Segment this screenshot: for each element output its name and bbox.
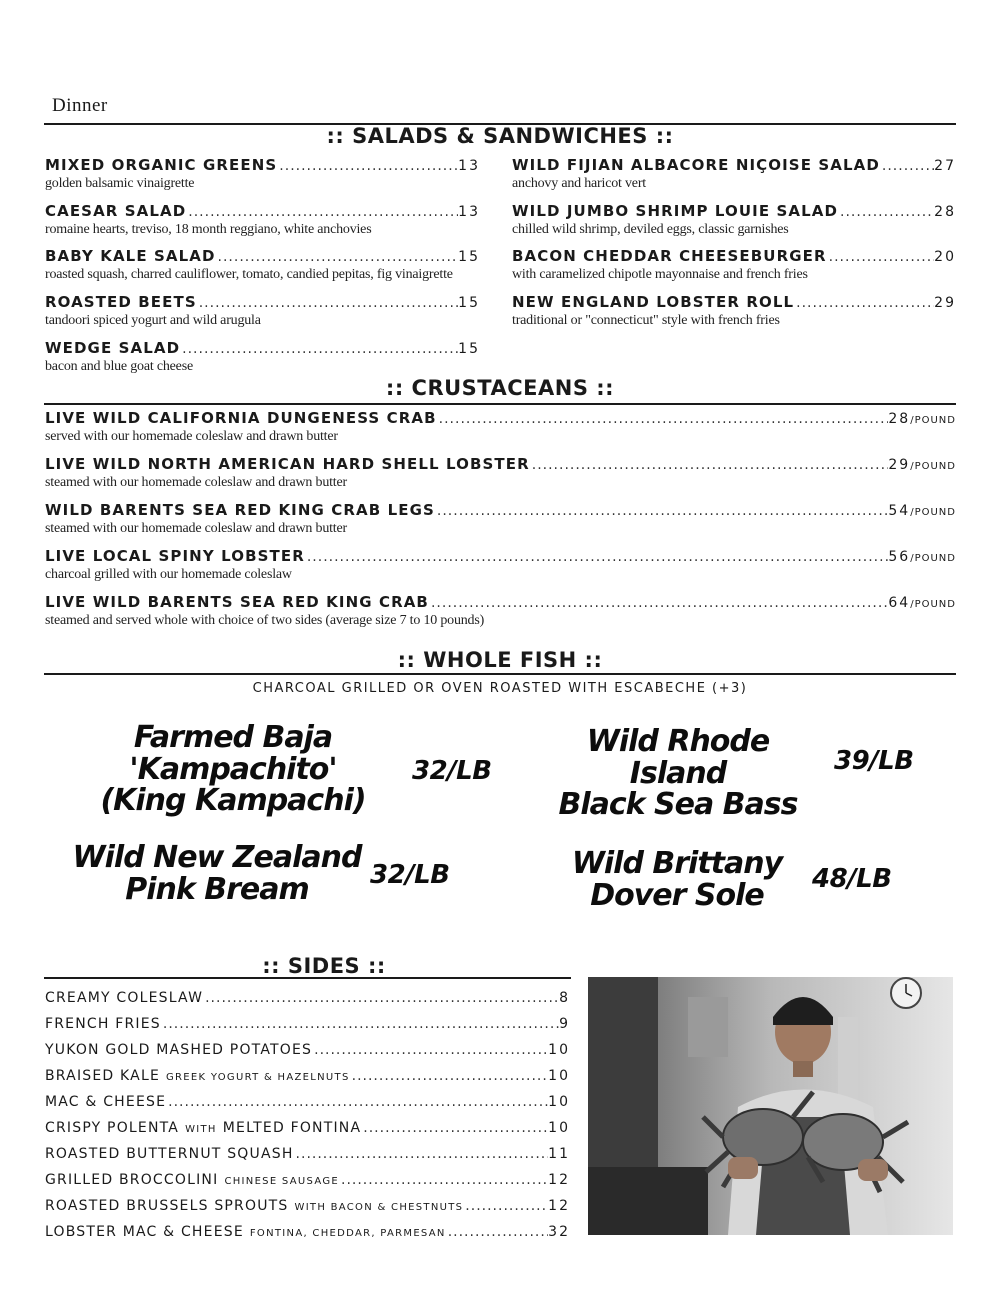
- side-name: BRAISED KALE: [45, 1068, 160, 1084]
- item-price: 13: [458, 158, 480, 174]
- item-name: CAESAR SALAD: [45, 202, 187, 220]
- item-price: 15: [458, 249, 480, 265]
- whole-fish-rule: [44, 673, 956, 675]
- side-item: [45, 1146, 570, 1162]
- item-price: 13: [458, 204, 480, 220]
- side-item: [45, 1198, 570, 1214]
- section-title-sides: :: SIDES ::: [262, 954, 386, 978]
- side-name: CRISPY POLENTA: [45, 1120, 180, 1136]
- item-price: 64: [888, 595, 911, 611]
- fish-price: 39/LB: [834, 746, 914, 776]
- item-name: WILD FIJIAN ALBACORE NIÇOISE SALAD: [512, 156, 880, 174]
- fish-name-line2: Black Sea Bass: [558, 787, 798, 822]
- side-price: 10: [548, 1120, 570, 1136]
- fish-name-line1: Farmed Baja 'Kampachito': [129, 720, 337, 787]
- menu-item: [45, 501, 956, 537]
- item-name: ROASTED BEETS: [45, 293, 197, 311]
- item-price: 15: [458, 341, 480, 357]
- item-description: bacon and blue goat cheese: [45, 359, 193, 374]
- item-name: WILD BARENTS SEA RED KING CRAB LEGS: [45, 501, 435, 519]
- side-name: YUKON GOLD MASHED POTATOES: [45, 1042, 313, 1058]
- side-note: WITH: [185, 1124, 217, 1135]
- handwritten-fish: [538, 726, 818, 821]
- section-title-salads: :: SALADS & SANDWICHES ::: [326, 124, 674, 148]
- fish-name-line2: (King Kampachi): [100, 783, 366, 818]
- side-name: GRILLED BROCCOLINI: [45, 1172, 219, 1188]
- side-price: 9: [559, 1016, 570, 1032]
- item-price: 20: [934, 249, 956, 265]
- item-price: 54: [888, 503, 911, 519]
- menu-item: [45, 455, 956, 491]
- side-item: [45, 1068, 570, 1084]
- item-unit: /POUND: [910, 507, 956, 518]
- side-price: 8: [559, 990, 570, 1006]
- item-description: anchovy and haricot vert: [512, 176, 646, 191]
- chef-crab-photo: [588, 977, 953, 1235]
- item-description: golden balsamic vinaigrette: [45, 176, 195, 191]
- menu-item: [45, 293, 480, 329]
- item-name: NEW ENGLAND LOBSTER ROLL: [512, 293, 795, 311]
- side-price: 32: [548, 1224, 570, 1240]
- item-name: BABY KALE SALAD: [45, 247, 216, 265]
- item-description: tandoori spiced yogurt and wild arugula: [45, 313, 261, 328]
- side-item: [45, 1042, 570, 1058]
- item-description: romaine hearts, treviso, 18 month reggiano, white anchovies: [45, 222, 372, 237]
- whole-fish-subtitle: CHARCOAL GRILLED OR OVEN ROASTED WITH ESCABECHE (+3): [252, 681, 748, 696]
- menu-item: [512, 202, 956, 238]
- fish-name-line1: Wild New Zealand: [72, 840, 362, 875]
- item-description: roasted squash, charred cauliflower, tomato, candied pepitas, fig vinaigrette: [45, 267, 453, 282]
- item-unit: /POUND: [910, 553, 956, 564]
- item-description: steamed with our homemade coleslaw and drawn butter: [45, 521, 347, 536]
- side-note: CHINESE SAUSAGE: [224, 1176, 339, 1187]
- item-price: 15: [458, 295, 480, 311]
- item-unit: /POUND: [910, 461, 956, 472]
- item-description: steamed and served whole with choice of two sides (average size 7 to 10 pounds): [45, 613, 485, 628]
- item-name: WILD JUMBO SHRIMP LOUIE SALAD: [512, 202, 839, 220]
- item-name: MIXED ORGANIC GREENS: [45, 156, 278, 174]
- section-title-whole-fish: :: WHOLE FISH ::: [397, 648, 603, 672]
- side-name: CREAMY COLESLAW: [45, 990, 204, 1006]
- item-price: 56: [888, 549, 911, 565]
- item-description: steamed with our homemade coleslaw and drawn butter: [45, 475, 347, 490]
- side-price: 10: [548, 1068, 570, 1084]
- side-price: 12: [548, 1172, 570, 1188]
- fish-name-line1: Wild Brittany: [571, 846, 783, 881]
- item-description: chilled wild shrimp, deviled eggs, classic garnishes: [512, 222, 789, 237]
- menu-item: [45, 547, 956, 583]
- page-label: Dinner: [52, 95, 108, 116]
- item-name: LIVE WILD BARENTS SEA RED KING CRAB: [45, 593, 429, 611]
- item-unit: /POUND: [910, 415, 956, 426]
- item-price: 29: [934, 295, 956, 311]
- item-name: LIVE LOCAL SPINY LOBSTER: [45, 547, 305, 565]
- fish-name-line2: Dover Sole: [590, 877, 764, 913]
- item-description: charcoal grilled with our homemade coleslaw: [45, 567, 292, 582]
- side-price: 10: [548, 1042, 570, 1058]
- item-name: LIVE WILD CALIFORNIA DUNGENESS CRAB: [45, 409, 437, 427]
- handwritten-fish: [552, 848, 802, 911]
- side-item: [45, 1172, 570, 1188]
- section-title-crustaceans: :: CRUSTACEANS ::: [385, 376, 615, 400]
- fish-price: 48/LB: [812, 864, 892, 894]
- side-price: 10: [548, 1094, 570, 1110]
- menu-item: [512, 156, 956, 192]
- fish-price: 32/LB: [370, 860, 450, 890]
- side-name: MAC & CHEESE: [45, 1094, 167, 1110]
- side-name: ROASTED BUTTERNUT SQUASH: [45, 1146, 294, 1162]
- sides-rule: [44, 977, 571, 979]
- crustaceans-rule: [44, 403, 956, 405]
- side-price: 11: [548, 1146, 570, 1162]
- side-price: 12: [548, 1198, 570, 1214]
- menu-item: [45, 247, 480, 283]
- item-price: 28: [888, 411, 911, 427]
- item-name: BACON CHEDDAR CHEESEBURGER: [512, 247, 827, 265]
- side-item: [45, 1224, 570, 1240]
- item-description: served with our homemade coleslaw and drawn butter: [45, 429, 338, 444]
- menu-item: [45, 339, 480, 375]
- side-note: WITH BACON & CHESTNUTS: [294, 1202, 464, 1213]
- chef-crab-illustration: [588, 977, 953, 1235]
- fish-name-line1: Wild Rhode Island: [586, 724, 770, 791]
- side-item: [45, 1094, 570, 1110]
- handwritten-fish: [72, 842, 362, 905]
- item-description: with caramelized chipotle mayonnaise and french fries: [512, 267, 808, 282]
- item-name: WEDGE SALAD: [45, 339, 181, 357]
- item-description: traditional or "connecticut" style with french fries: [512, 313, 780, 328]
- side-note: FONTINA, CHEDDAR, PARMESAN: [249, 1228, 446, 1239]
- menu-item: [45, 202, 480, 238]
- fish-name-line2: Pink Bream: [125, 871, 309, 907]
- side-name: ROASTED BRUSSELS SPROUTS: [45, 1198, 289, 1214]
- side-note: GREEK YOGURT & HAZELNUTS: [166, 1072, 350, 1083]
- menu-item: [45, 409, 956, 445]
- menu-item: [512, 247, 956, 283]
- menu-item: [512, 293, 956, 329]
- side-item: [45, 1120, 570, 1136]
- menu-item: [45, 156, 480, 192]
- item-price: 28: [934, 204, 956, 220]
- item-price: 29: [888, 457, 911, 473]
- side-name: LOBSTER MAC & CHEESE: [45, 1224, 244, 1240]
- menu-item: [45, 593, 956, 629]
- side-name-continued: MELTED FONTINA: [222, 1120, 362, 1136]
- item-name: LIVE WILD NORTH AMERICAN HARD SHELL LOBSTER: [45, 455, 530, 473]
- side-name: FRENCH FRIES: [45, 1016, 161, 1032]
- fish-price: 32/LB: [412, 756, 492, 786]
- handwritten-fish: [48, 722, 418, 817]
- item-price: 27: [934, 158, 956, 174]
- side-item: [45, 990, 570, 1006]
- side-item: [45, 1016, 570, 1032]
- item-unit: /POUND: [910, 599, 956, 610]
